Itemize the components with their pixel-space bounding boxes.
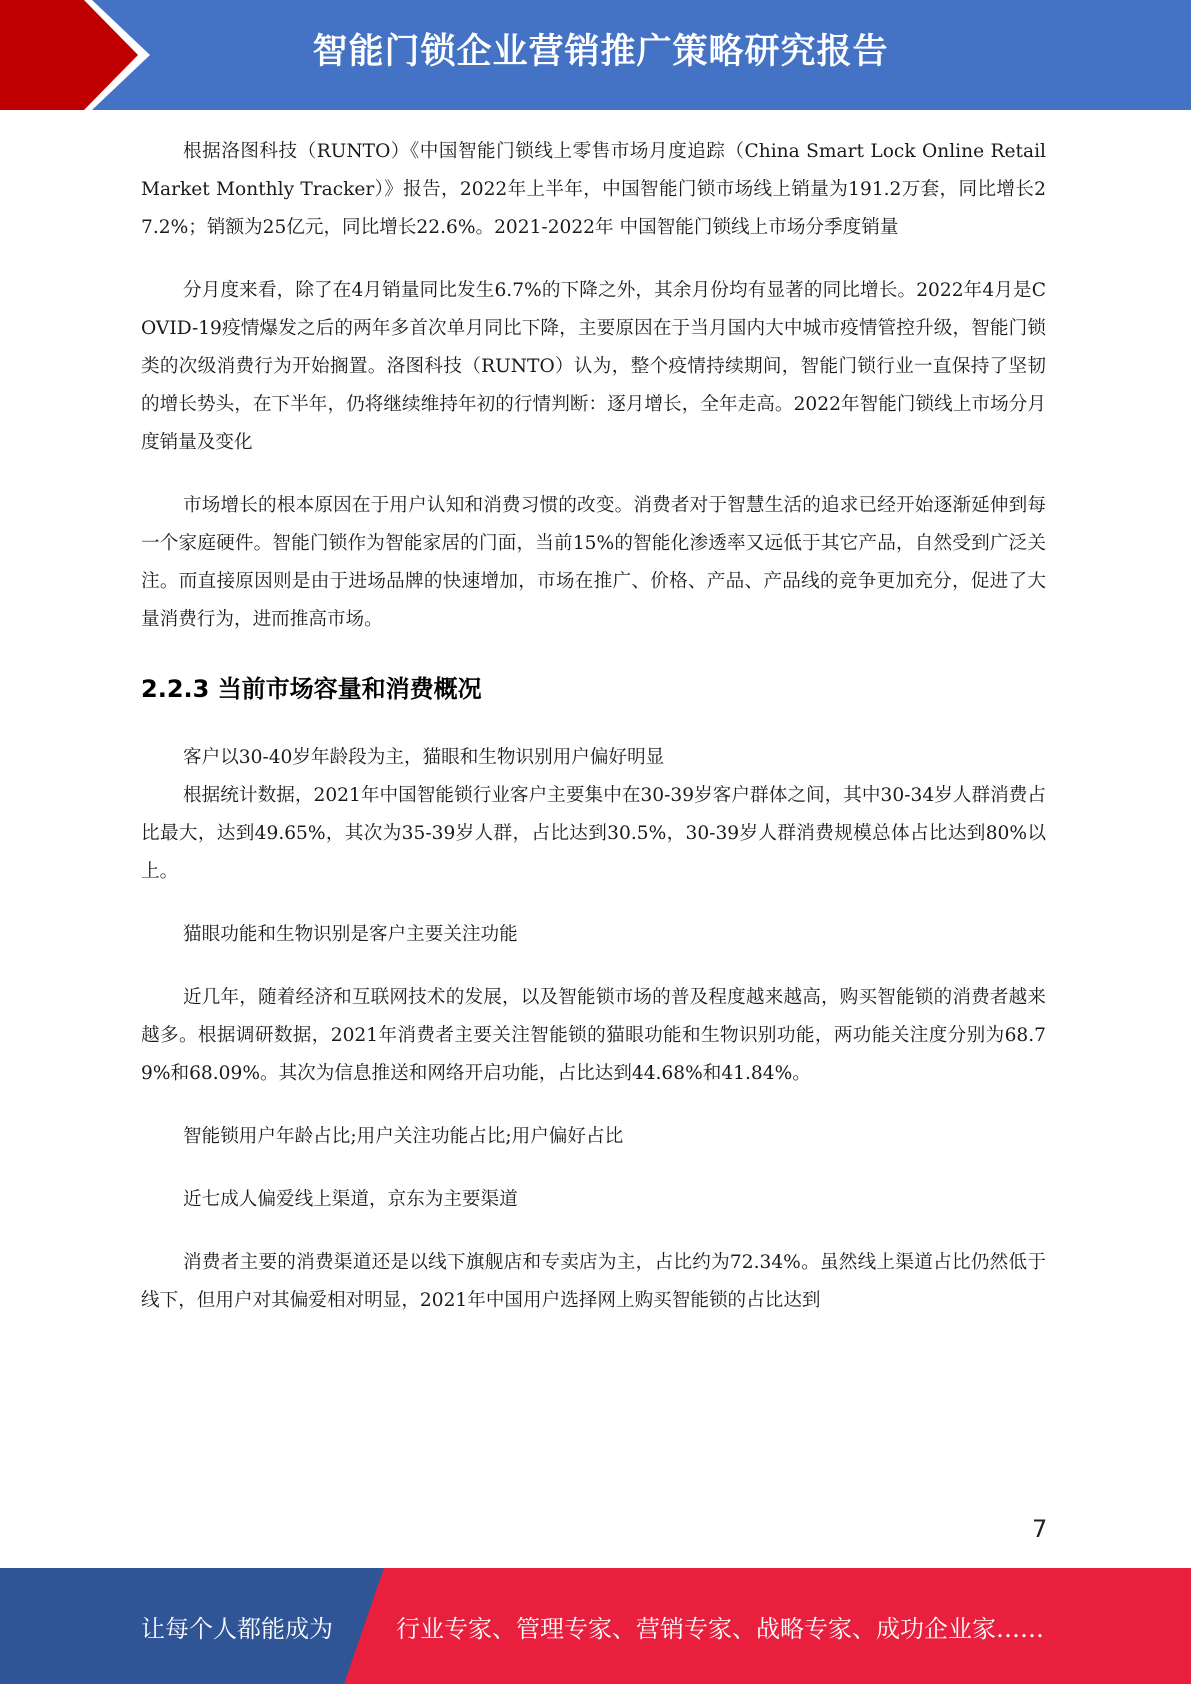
paragraph-age-group-summary: 客户以30-40岁年龄段为主，猫眼和生物识别用户偏好明显 [183, 747, 665, 768]
footer-slogan-right: 行业专家、管理专家、营销专家、战略专家、成功企业家…… [396, 1615, 1044, 1643]
section-heading: 2.2.3 当前市场容量和消费概况 [141, 675, 482, 703]
page-header [0, 0, 1191, 110]
report-title: 智能门锁企业营销推广策略研究报告 [312, 32, 889, 72]
paragraph-feature-summary: 猫眼功能和生物识别是客户主要关注功能 [183, 924, 518, 945]
paragraph-channel-statistics: 消费者主要的消费渠道还是以线下旗舰店和专卖店为主，占比约为72.34%。虽然线上渠道占比仍然低于线下，但用户对其偏爱相对明显，2021年中国用户选择网上购买智能锁的占比达到 [141, 1252, 1046, 1311]
paragraph-runto-report: 根据洛图科技（RUNTO）《中国智能门锁线上零售市场月度追踪（China Smart Lock Online Retail Market Monthly Tracker）》报告，2022年上半年，中国智能门锁市场线上销量为191.2万套，同比增长27.2%；销额为25亿元，同比增长22.6%。2021-2022年 中国智能门锁线上市场分季度销量 [141, 141, 1046, 238]
paragraph-market-growth: 市场增长的根本原因在于用户认知和消费习惯的改变。消费者对于智慧生活的追求已经开始逐渐延伸到每一个家庭硬件。智能门锁作为智能家居的门面，当前15%的智能化渗透率又远低于其它产品，自然受到广泛关注。而直接原因则是由于进场品牌的快速增加，市场在推广、价格、产品、产品线的竞争更加充分，促进了大量消费行为，进而推高市场。 [141, 495, 1046, 630]
paragraph-channel-summary: 近七成人偏爱线上渠道，京东为主要渠道 [183, 1189, 518, 1210]
footer-slogan-left: 让每个人都能成为 [141, 1615, 333, 1643]
page-footer [0, 1568, 1191, 1684]
main-content [141, 133, 1046, 1320]
page-number: 7 [1032, 1515, 1048, 1543]
paragraph-figure-caption: 智能锁用户年龄占比;用户关注功能占比;用户偏好占比 [183, 1126, 624, 1147]
paragraph-age-statistics: 根据统计数据，2021年中国智能锁行业客户主要集中在30-39岁客户群体之间，其中30-34岁人群消费占比最大，达到49.65%，其次为35-39岁人群，占比达到30.5%，30-39岁人群消费规模总体占比达到80%以上。 [141, 785, 1046, 882]
header-arrow-icon [0, 0, 160, 110]
paragraph-monthly-sales: 分月度来看，除了在4月销量同比发生6.7%的下降之外，其余月份均有显著的同比增长。2022年4月是COVID-19疫情爆发之后的两年多首次单月同比下降，主要原因在于当月国内大中城市疫情管控升级，智能门锁类的次级消费行为开始搁置。洛图科技（RUNTO）认为，整个疫情持续期间，智能门锁行业一直保持了坚韧的增长势头，在下半年，仍将继续维持年初的行情判断：逐月增长，全年走高。2022年智能门锁线上市场分月度销量及变化 [141, 280, 1046, 453]
paragraph-feature-statistics: 近几年，随着经济和互联网技术的发展，以及智能锁市场的普及程度越来越高，购买智能锁的消费者越来越多。根据调研数据，2021年消费者主要关注智能锁的猫眼功能和生物识别功能，两功能关注度分别为68.79%和68.09%。其次为信息推送和网络开启功能，占比达到44.68%和41.84%。 [141, 987, 1046, 1084]
